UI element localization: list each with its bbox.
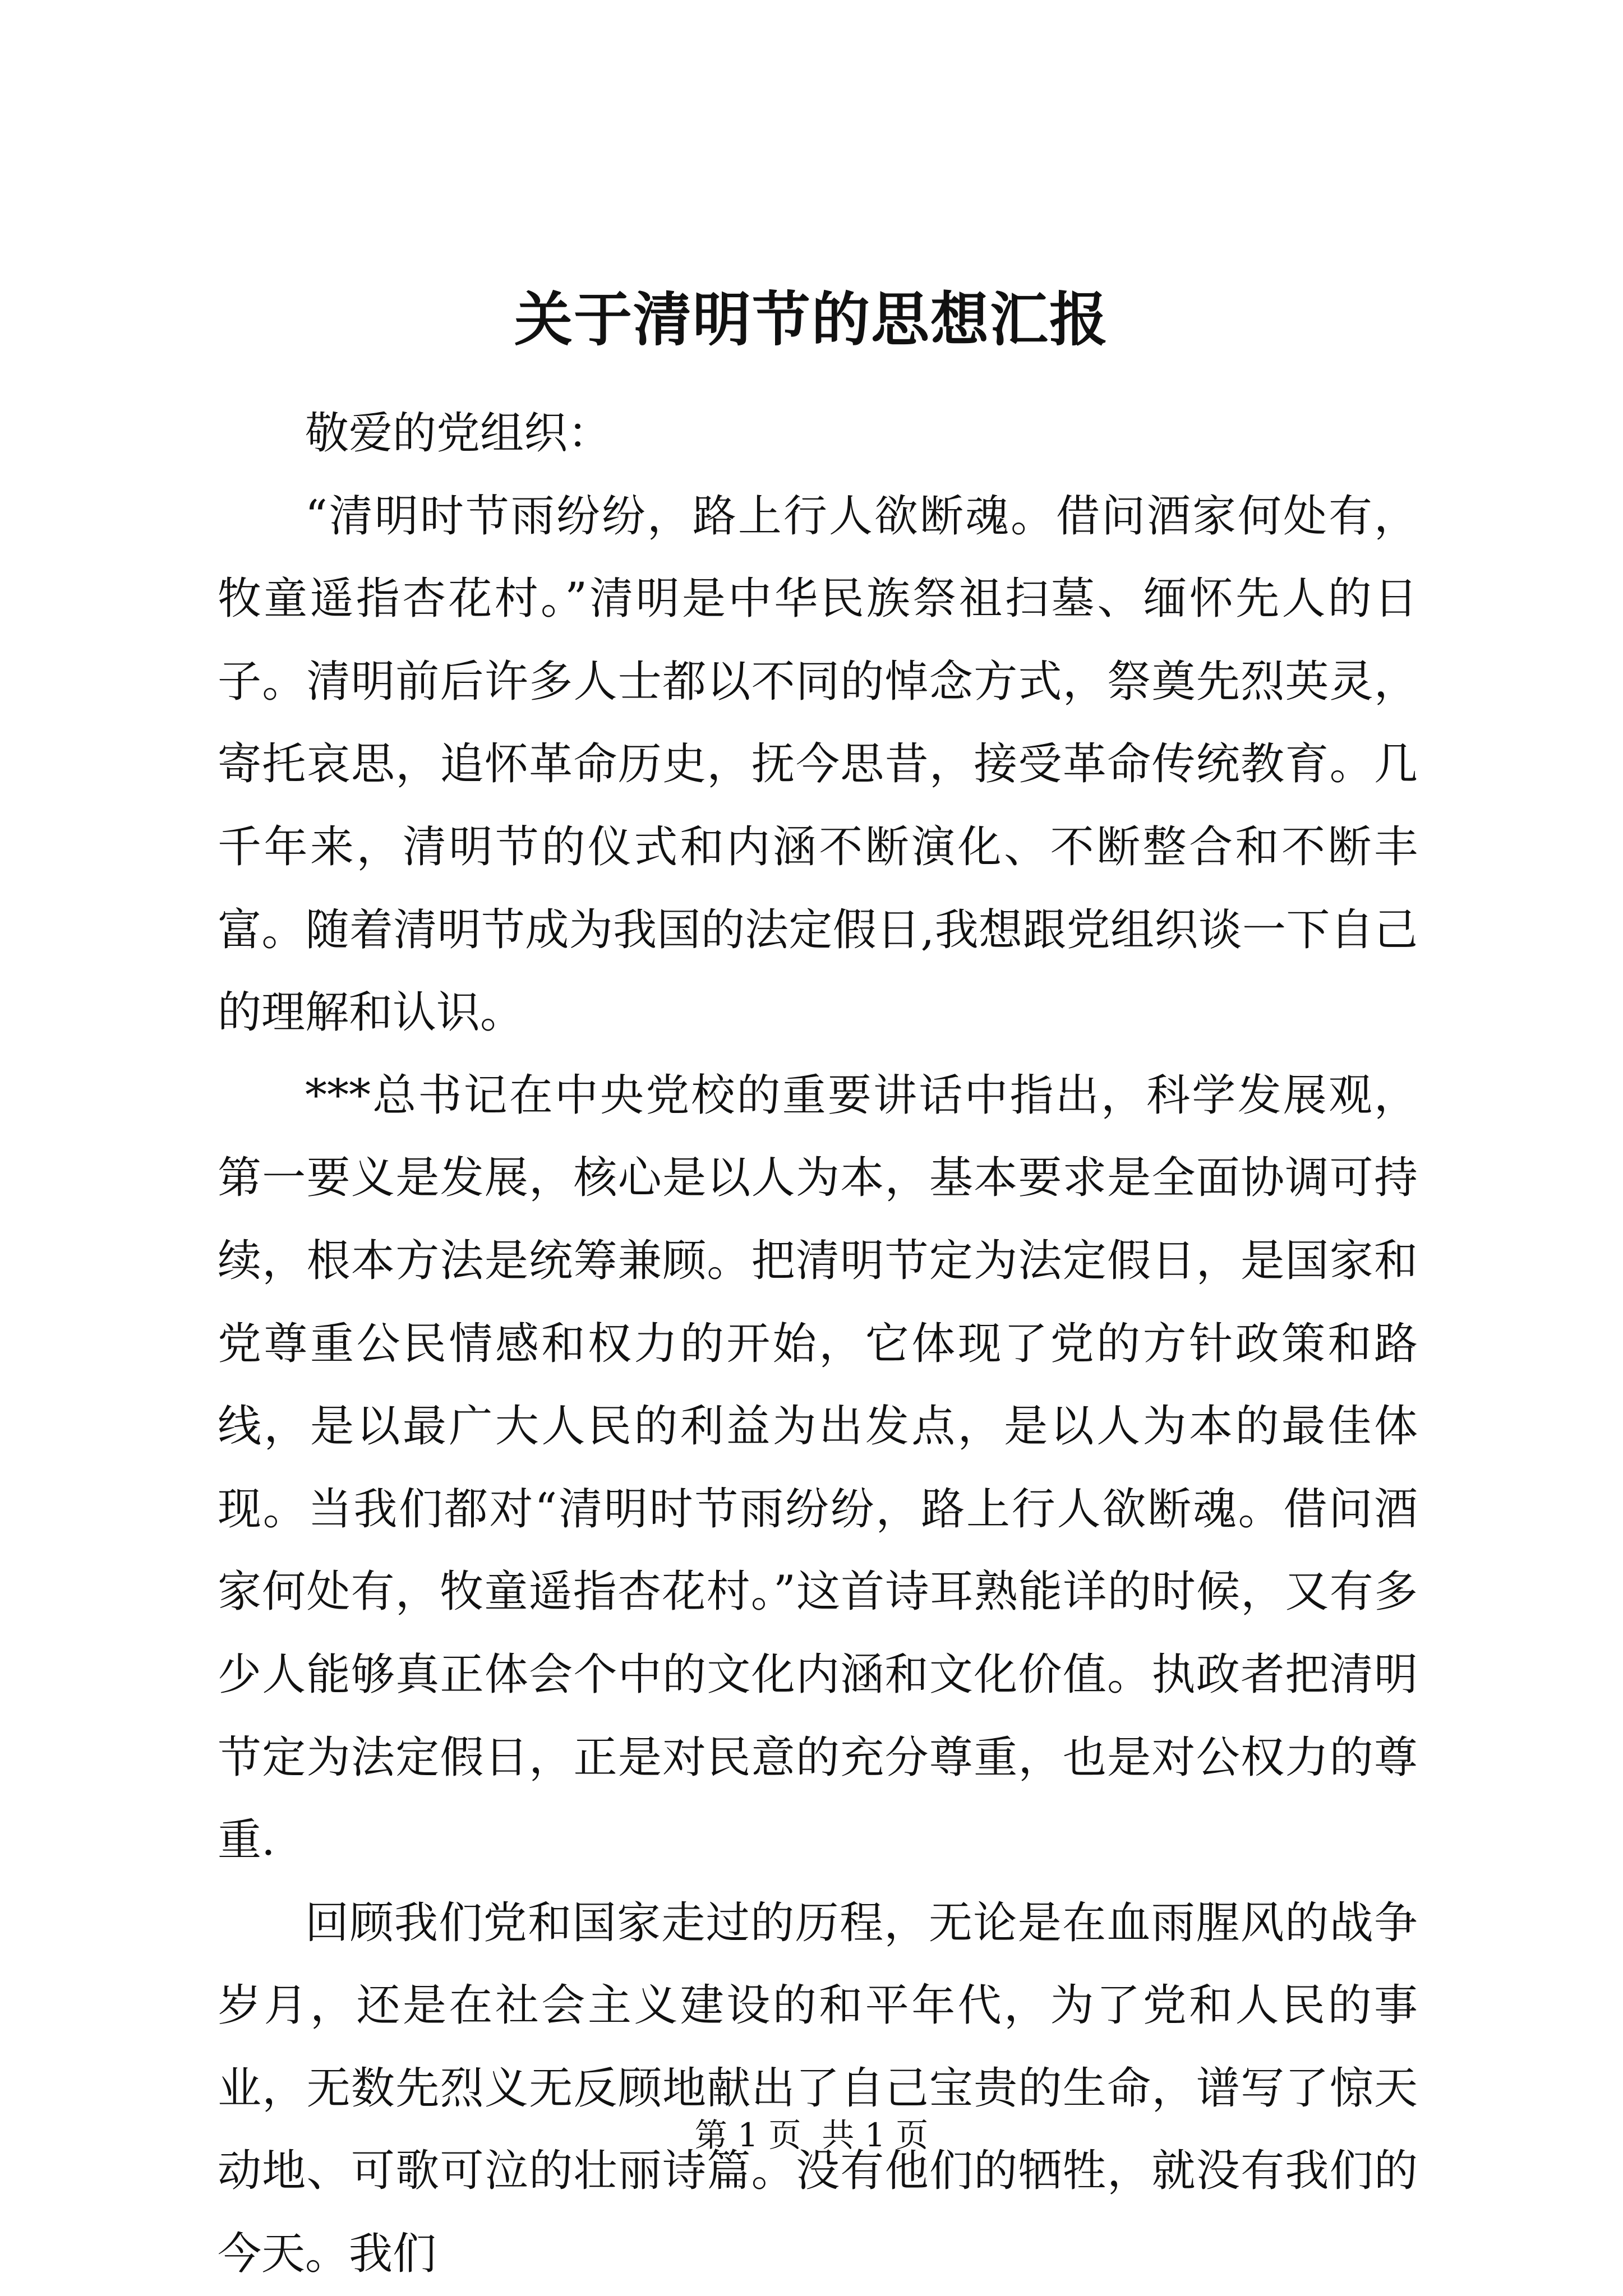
- page-footer: [0, 2113, 1623, 2158]
- paragraph-1: “清明时节雨纷纷，路上行人欲断魂。借问酒家何处有，牧童遥指杏花村。”清明是中华民族祭祖扫墓、缅怀先人的日子。清明前后许多人士都以不同的悼念方式，祭奠先烈英灵，寄托哀思，追怀革命历史，抚今思昔，接受革命传统教育。几千年来，清明节的仪式和内涵不断演化、不断整合和不断丰富。随着清明节成为我国的法定假日,我想跟党组织谈一下自己的理解和认识。: [218, 491, 1418, 1038]
- paragraph-3: 回顾我们党和国家走过的历程，无论是在血雨腥风的战争岁月，还是在社会主义建设的和平年代，为了党和人民的事业，无数先烈义无反顾地献出了自己宝贵的生命，谱写了惊天动地、可歌可泣的壮丽诗篇。没有他们的牺牲，就没有我们的今天。我们: [218, 1897, 1418, 2280]
- page-number-label: 第 1 页 共 1 页: [694, 2116, 929, 2154]
- document-title: 关于清明节的思想汇报: [514, 285, 1109, 354]
- salutation: 敬爱的党组织：: [305, 408, 612, 459]
- paragraph-2: ***总书记在中央党校的重要讲话中指出，科学发展观，第一要义是发展，核心是以人为本，基本要求是全面协调可持续，根本方法是统筹兼顾。把清明节定为法定假日，是国家和党尊重公民情感和权力的开始，它体现了党的方针政策和路线，是以最广大人民的利益为出发点，是以人为本的最佳体现。当我们都对“清明时节雨纷纷，路上行人欲断魂。借问酒家何处有，牧童遥指杏花村。”这首诗耳熟能详的时候，又有多少人能够真正体会个中的文化内涵和文化价值。执政者把清明节定为法定假日，正是对民意的充分尊重，也是对公权力的尊重.: [218, 1070, 1418, 1866]
- document-body: [218, 392, 1418, 2296]
